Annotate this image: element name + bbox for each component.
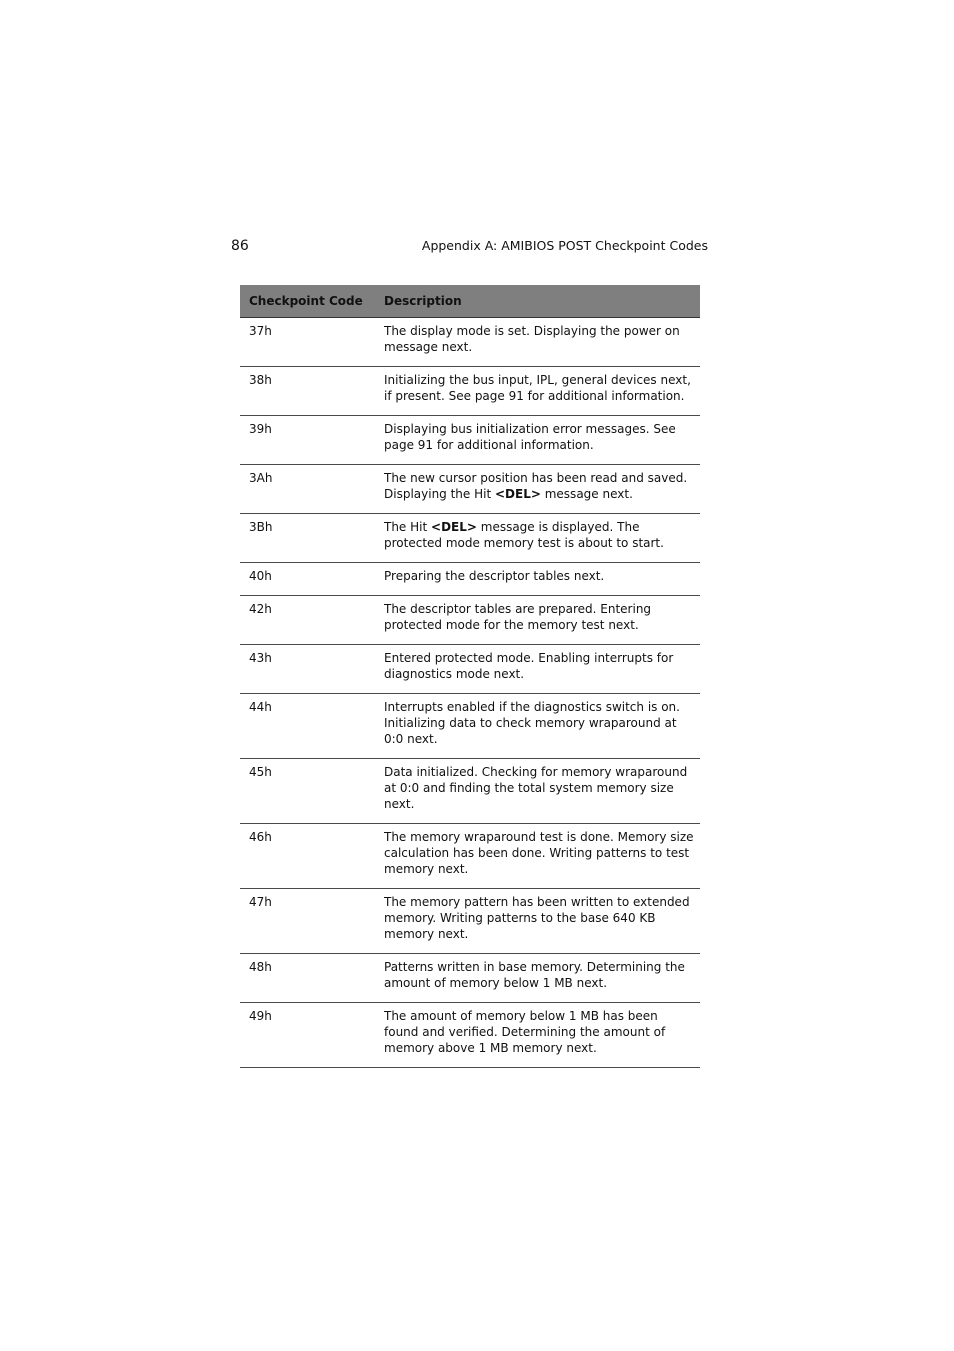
checkpoint-code-cell: 37h bbox=[240, 318, 375, 367]
description-text: message is displayed. The protected mode memory test is about to start. bbox=[384, 520, 664, 550]
description-text: Data initialized. Checking for memory wraparound at 0:0 and finding the total system memory size next. bbox=[384, 765, 688, 811]
description-cell bbox=[375, 563, 700, 596]
checkpoint-code-cell: 38h bbox=[240, 367, 375, 416]
table-row bbox=[240, 563, 700, 596]
description-cell bbox=[375, 694, 700, 759]
description-text: Entered protected mode. Enabling interrupts for diagnostics mode next. bbox=[384, 651, 674, 681]
checkpoint-code-cell: 44h bbox=[240, 694, 375, 759]
description-cell bbox=[375, 1003, 700, 1068]
table-row bbox=[240, 889, 700, 954]
key-name-text: <DEL> bbox=[495, 487, 541, 501]
table-row bbox=[240, 514, 700, 563]
description-cell bbox=[375, 465, 700, 514]
description-cell bbox=[375, 759, 700, 824]
table-body bbox=[240, 318, 700, 1068]
key-name-text: <DEL> bbox=[431, 520, 477, 534]
table-row bbox=[240, 367, 700, 416]
checkpoint-codes-table bbox=[240, 285, 700, 1068]
table-row bbox=[240, 416, 700, 465]
checkpoint-code-cell: 3Bh bbox=[240, 514, 375, 563]
description-text: The memory wraparound test is done. Memory size calculation has been done. Writing patterns to test memory next. bbox=[384, 830, 694, 876]
table-header-row bbox=[240, 285, 700, 318]
checkpoint-code-cell: 3Ah bbox=[240, 465, 375, 514]
table-row bbox=[240, 759, 700, 824]
description-text: The display mode is set. Displaying the power on message next. bbox=[384, 324, 680, 354]
table-row bbox=[240, 824, 700, 889]
description-text: message next. bbox=[540, 487, 633, 501]
running-header-title: Appendix A: AMIBIOS POST Checkpoint Codes bbox=[421, 238, 708, 253]
description-cell bbox=[375, 514, 700, 563]
description-cell bbox=[375, 416, 700, 465]
checkpoint-code-cell: 42h bbox=[240, 596, 375, 645]
checkpoint-code-cell: 43h bbox=[240, 645, 375, 694]
description-text: The memory pattern has been written to extended memory. Writing patterns to the base 640 KB memory next. bbox=[384, 895, 690, 941]
table-row bbox=[240, 1003, 700, 1068]
checkpoint-code-cell: 47h bbox=[240, 889, 375, 954]
description-text: Interrupts enabled if the diagnostics switch is on. Initializing data to check memory wraparound at 0:0 next. bbox=[384, 700, 680, 746]
page-number: 86 bbox=[231, 238, 249, 254]
description-text: Initializing the bus input, IPL, general devices next, if present. See page 91 for additional information. bbox=[384, 373, 691, 403]
checkpoint-code-cell: 46h bbox=[240, 824, 375, 889]
description-cell bbox=[375, 824, 700, 889]
table-row bbox=[240, 596, 700, 645]
checkpoint-code-cell: 48h bbox=[240, 954, 375, 1003]
checkpoint-code-cell: 45h bbox=[240, 759, 375, 824]
description-text: Displaying bus initialization error messages. See page 91 for additional information. bbox=[384, 422, 676, 452]
column-header-code: Checkpoint Code bbox=[240, 285, 375, 318]
description-text: Preparing the descriptor tables next. bbox=[384, 569, 605, 583]
description-text: The descriptor tables are prepared. Entering protected mode for the memory test next. bbox=[384, 602, 652, 632]
table-row bbox=[240, 318, 700, 367]
table-row bbox=[240, 645, 700, 694]
table-row bbox=[240, 954, 700, 1003]
checkpoint-code-cell: 40h bbox=[240, 563, 375, 596]
description-text: Patterns written in base memory. Determining the amount of memory below 1 MB next. bbox=[384, 960, 685, 990]
description-cell bbox=[375, 318, 700, 367]
column-header-description: Description bbox=[375, 285, 700, 318]
description-cell bbox=[375, 954, 700, 1003]
description-cell bbox=[375, 889, 700, 954]
description-cell bbox=[375, 367, 700, 416]
description-cell bbox=[375, 645, 700, 694]
checkpoint-code-cell: 49h bbox=[240, 1003, 375, 1068]
description-text: The Hit bbox=[384, 520, 432, 534]
description-text: The new cursor position has been read and saved. Displaying the Hit bbox=[384, 471, 688, 501]
description-text: The amount of memory below 1 MB has been found and verified. Determining the amount of memory above 1 MB memory next. bbox=[384, 1009, 666, 1055]
table-row bbox=[240, 694, 700, 759]
checkpoint-code-cell: 39h bbox=[240, 416, 375, 465]
table-row bbox=[240, 465, 700, 514]
description-cell bbox=[375, 596, 700, 645]
